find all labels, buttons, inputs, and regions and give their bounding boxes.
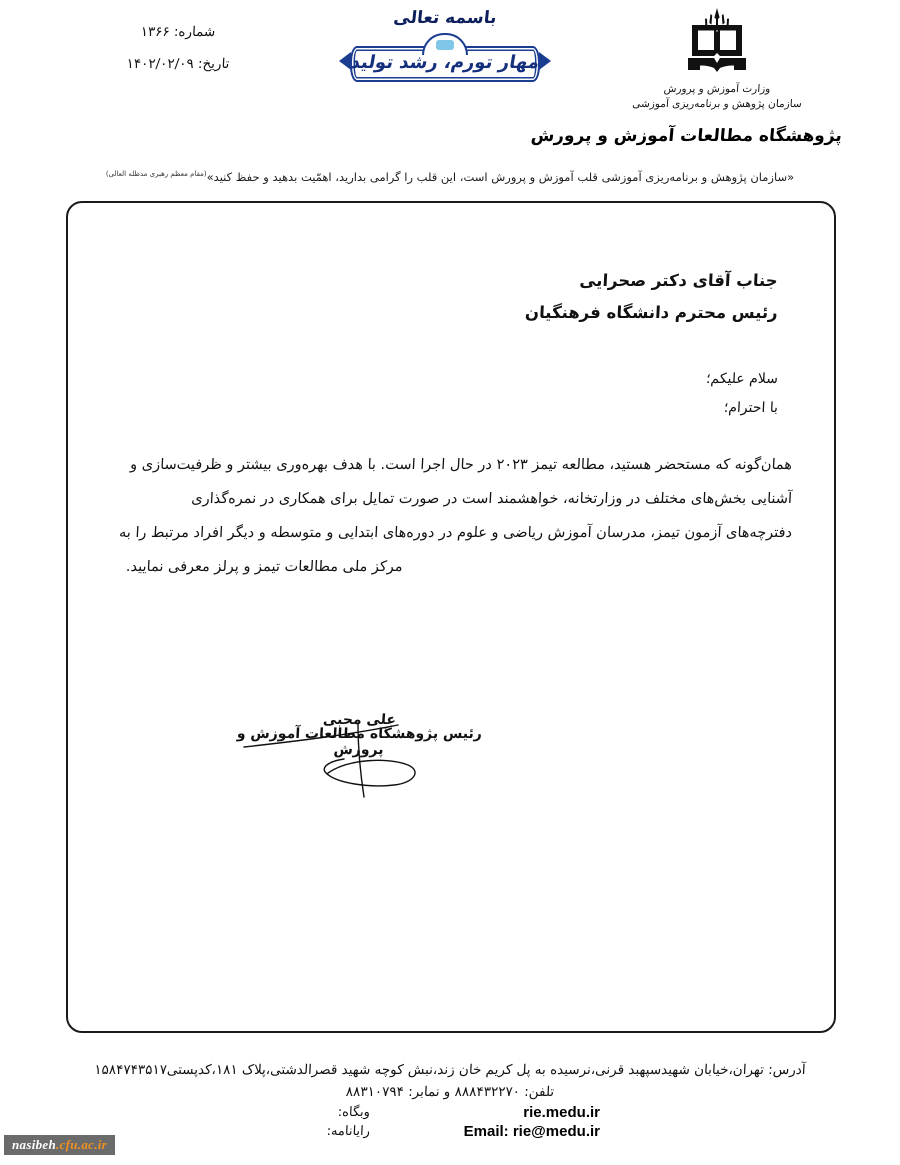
leader-quote (0, 170, 900, 184)
email-value[interactable]: Email: rie@medu.ir (463, 1123, 600, 1140)
letter-meta (78, 24, 278, 88)
footer-contact-block (0, 1104, 900, 1140)
recipient-name: جناب آقای دکتر صحرایی (579, 271, 779, 290)
organization-identity (530, 6, 843, 147)
signatory-title: رئیس پژوهشگاه مطالعات آموزش و پرورش (236, 726, 483, 758)
watermark-name: nasibeh (12, 1137, 57, 1152)
website-value[interactable]: rie.medu.ir (523, 1104, 600, 1121)
footer-phone: تلفن: ۸۸۸۴۳۲۲۷۰ و نمابر: ۸۸۳۱۰۷۹۴ (345, 1084, 555, 1100)
signatory-name: علی محبی (321, 712, 397, 728)
footer-address: آدرس: تهران،خیابان شهیدسپهبد قرنی،نرسیده به پل کریم خان زند،نبش کوچه شهید قصرالدشتی،پلاک ۱۸۱،کدپستی۱۵۸۴۷۴۳۵۱۷ (93, 1062, 807, 1078)
slogan-text: مهار تورم، رشد تولید (348, 52, 542, 73)
body-line: دفترچه‌های آزمون تیمز، مدرسان آموزش ریاضی و علوم در دوره‌های ابتدایی و متوسطه و دیگر افراد مرتبط را به (118, 525, 793, 542)
slogan-cartouche (340, 38, 550, 84)
letterhead (0, 0, 900, 160)
basmala-and-slogan (330, 8, 560, 84)
recipient-title: رئیس محترم دانشگاه فرهنگیان (524, 303, 779, 323)
leader-quote-text: «سازمان پژوهش و برنامه‌ریزی آموزشی قلب آموزش و پرورش است، این قلب را گرامی بدارید، اهمّیت بدهید و حفظ کنید» (206, 170, 795, 184)
watermark-domain: .cfu.ac.ir (56, 1137, 108, 1152)
institute-name: پژوهشگاه مطالعات آموزش و پرورش (530, 126, 843, 147)
ministry-line-2: سازمان پژوهش و برنامه‌ریزی آموزشی (631, 98, 803, 111)
website-label: وبگاه: (337, 1105, 371, 1120)
ministry-names (592, 82, 842, 112)
letter-footer (0, 1062, 900, 1140)
body-line: همان‌گونه که مستحضر هستید، مطالعه تیمز ۲۰۲۳ در حال اجرا است. با هدف بهره‌وری بیشتر و ظرفیت‌سازی و (129, 457, 793, 473)
greeting-block (706, 365, 778, 424)
letter-paragraph (110, 448, 792, 584)
body-line: آشنایی بخش‌های مختلف در وزارتخانه، خواهشمند است در صورت تمایل برای همکاری در نمره‌گذاری (190, 491, 793, 508)
letter-date: تاریخ: ۱۴۰۲/۰۲/۰۹ (126, 56, 230, 72)
source-watermark (4, 1135, 115, 1155)
website-row (300, 1104, 600, 1121)
letter-number: شماره: ۱۳۶۶ (140, 24, 216, 40)
respect-line: با احترام؛ (723, 400, 779, 417)
basmala-text: باسمه تعالی (392, 8, 498, 28)
letter-body-box (66, 201, 836, 1033)
ministry-line-1: وزارت آموزش و پرورش (663, 83, 771, 95)
ministry-of-education-emblem-icon (674, 6, 760, 80)
recipient-block (525, 265, 778, 329)
email-row (300, 1123, 600, 1140)
email-label: رایانامه: (326, 1124, 371, 1139)
body-line: مرکز ملی مطالعات تیمز و پرلز معرفی نمایید. (125, 559, 404, 576)
leader-quote-attribution: (مقام معظم رهبری مدظله العالی) (105, 170, 207, 179)
salutation: سلام علیکم؛ (705, 371, 779, 387)
signature-block (214, 703, 504, 758)
